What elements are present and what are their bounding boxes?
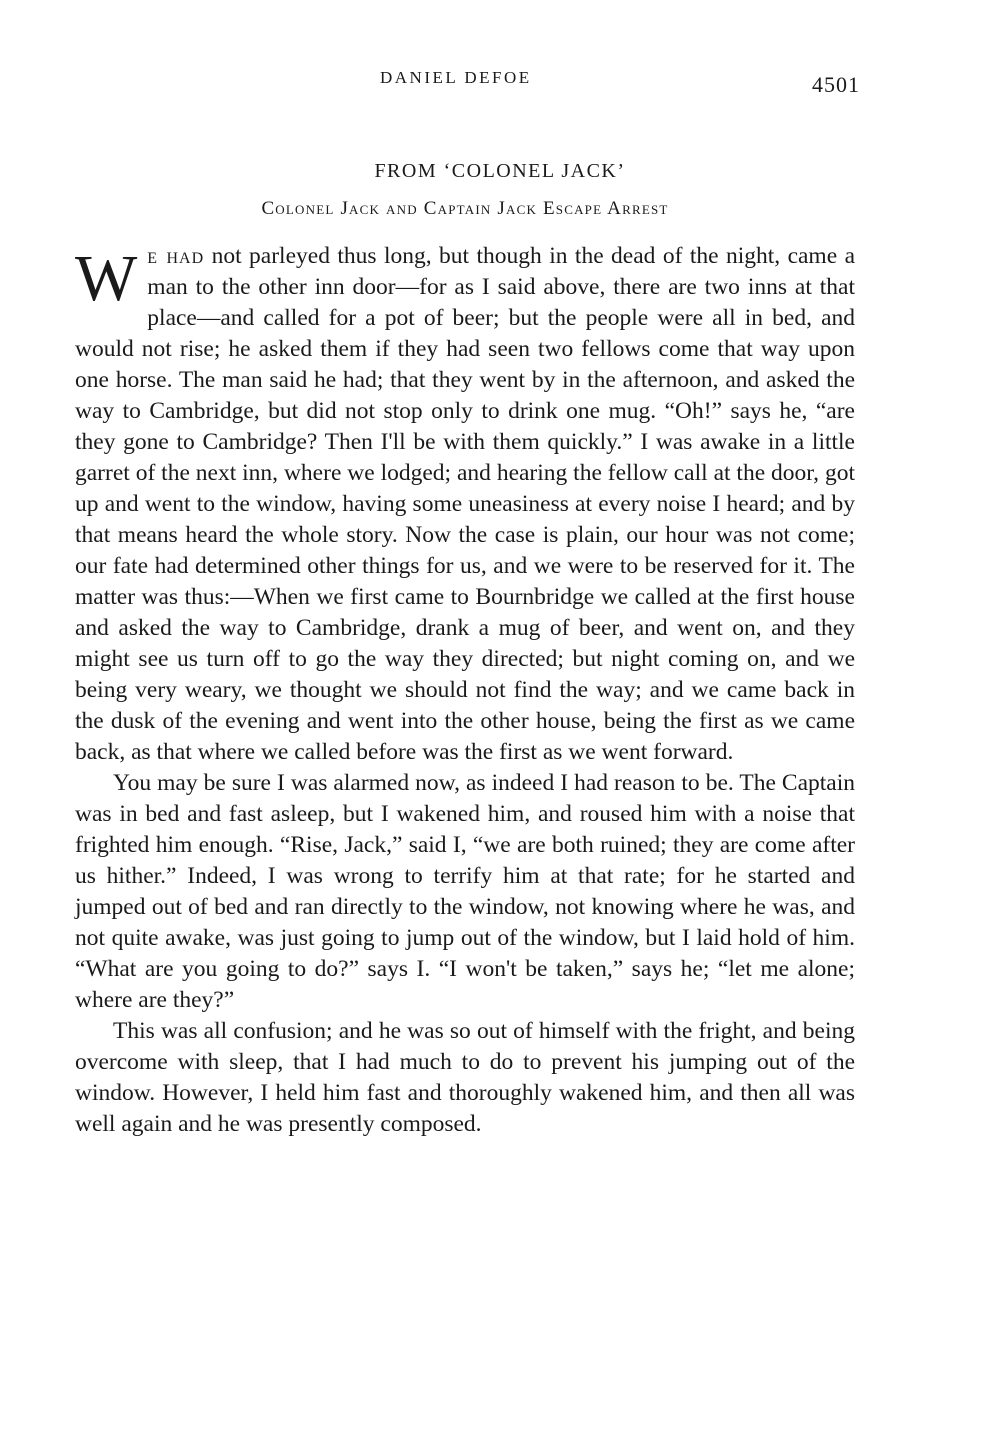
paragraph-1-text: not parleyed thus long, but though in the dead of the night, came a man to the other inn door—for as I said above, there are two inns at that place—and called for a pot of beer; but the people were all in bed, and would not rise; he asked them if they had seen two fellows come that way upon one horse. The man said he had; that they went by in the afternoon, and asked the way to Cambridge, but did not stop only to drink one mug. “Oh!” says he, “are they gone to Cambridge? Then I'll be with them quickly.” I was awake in a little garret of the next inn, where we lodged; and hearing the fellow call at the door, got up and went to the window, having some uneasiness at every noise I heard; and by that means heard the whole story. Now the case is plain, our hour was not come; our fate had determined other things for us, and we were to be reserved for it. The matter was thus:—When we first came to Bournbridge we called at the first house and asked the way to Cambridge, drank a mug of beer, and went on, and they might see us turn off to go the way they directed; but night coming on, and we being very weary, we thought we should not find the way; and we came back in the dusk of the evening and went into the other house, being the first as we came back, as that where we called before was the first as we went forward. (75, 243, 856, 765)
paragraph-1 (75, 241, 855, 768)
drop-cap: W (75, 242, 138, 315)
running-head (0, 68, 1000, 98)
chapter-title: FROM ‘COLONEL JACK’ (374, 160, 626, 182)
chapter-subtitle: Colonel Jack and Captain Jack Escape Arrest (261, 198, 669, 219)
page-number: 4501 (812, 72, 860, 97)
paragraph-3: This was all confusion; and he was so out of himself with the fright, and being overcome with sleep, that I had much to do to prevent his jumping out of the window. However, I held him fast and thoroughly wakened him, and then all was well again and he was presently composed. (75, 1018, 855, 1137)
running-title: DANIEL DEFOE (380, 68, 532, 87)
lead-in: e had (147, 243, 205, 269)
paragraph-2: You may be sure I was alarmed now, as indeed I had reason to be. The Captain was in bed and fast asleep, but I wakened him, and roused him with a noise that frighted him enough. “Rise, Jack,” said I, “we are both ruined; they are come after us hither.” Indeed, I was wrong to terrify him at that rate; for he started and jumped out of bed and ran directly to the window, not knowing where he was, and not quite awake, was just going to jump out of the window, but I laid hold of him. “What are you going to do?” says I. “I won't be taken,” says he; “let me alone; where are they?” (75, 770, 855, 1013)
text-body (75, 241, 855, 1140)
